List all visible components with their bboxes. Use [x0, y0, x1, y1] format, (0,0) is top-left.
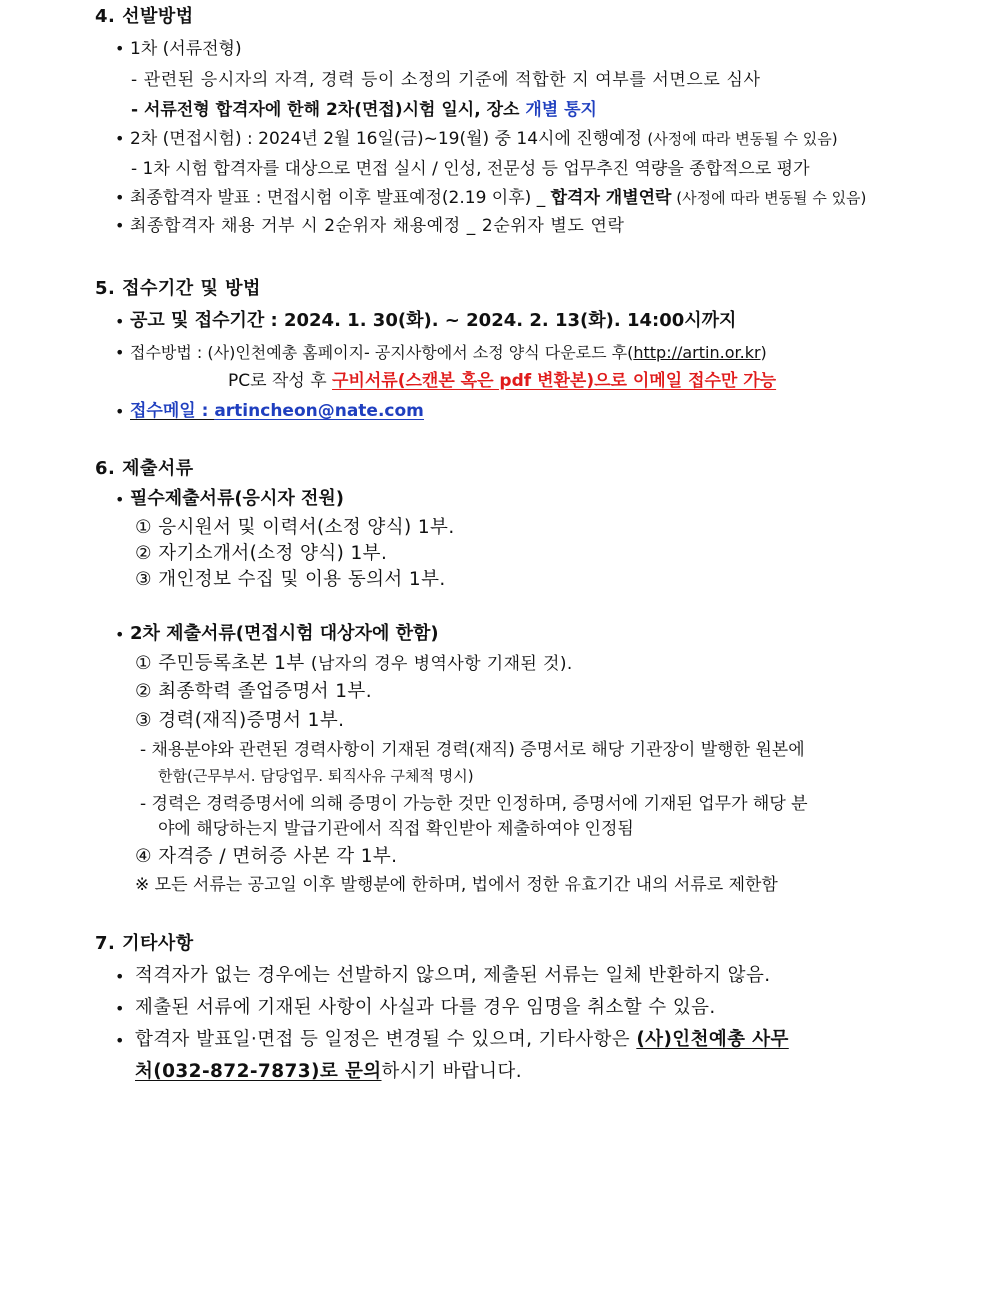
- career-note-2-cont: 야에 해당하는지 발급기관에서 직접 확인받아 제출하여야 인정됨: [158, 819, 634, 839]
- second-doc-1: [135, 653, 573, 675]
- misc-item-2: 제출된 서류에 기재된 사항이 사실과 다를 경우 임명을 취소할 수 있음.: [135, 997, 716, 1018]
- bullet-icon: •: [115, 312, 125, 331]
- second-doc-3: ③ 경력(재직)증명서 1부.: [135, 710, 345, 731]
- required-docs-title: 필수제출서류(응시자 전원): [130, 488, 344, 509]
- final-individual-contact: 합격자 개별연락: [550, 188, 672, 208]
- application-method-2-text: PC로 작성 후: [228, 371, 333, 391]
- final-announcement-text: 최종합격자 발표 : 면접시험 이후 발표예정(2.19 이후) _: [130, 188, 551, 208]
- refusal-policy: 최종합격자 채용 거부 시 2순위자 채용예정 _ 2순위자 별도 연락: [130, 216, 625, 236]
- final-announcement: [130, 187, 866, 209]
- application-method-close: ): [760, 343, 767, 362]
- email-only-notice: 구비서류(스캔본 혹은 pdf 변환본)으로 이메일 접수만 가능: [332, 371, 777, 391]
- application-method-2: [228, 370, 776, 392]
- bullet-icon: •: [115, 343, 125, 362]
- misc-item-1: 적격자가 없는 경우에는 선발하지 않으며, 제출된 서류는 일체 반환하지 않음.: [135, 965, 771, 986]
- round1-label: 1차 (서류전형): [130, 39, 242, 59]
- bullet-icon: •: [115, 402, 125, 421]
- final-note: (사정에 따라 변동될 수 있음): [671, 189, 867, 207]
- bullet-icon: •: [115, 490, 125, 509]
- section-4-heading: 4. 선발방법: [95, 6, 194, 27]
- email-label: 접수메일 :: [130, 401, 215, 421]
- section-5-heading: 5. 접수기간 및 방법: [95, 278, 261, 299]
- homepage-link[interactable]: http://artin.or.kr: [633, 343, 761, 362]
- second-doc-1-text: ① 주민등록초본 1부: [135, 653, 311, 674]
- bullet-icon: •: [115, 129, 125, 148]
- round1-detail-2-text: - 서류전형 합격자에 한해 2차(면접)시험 일시, 장소: [131, 100, 526, 120]
- bullet-icon: •: [115, 188, 125, 207]
- round2-detail-1: - 1차 시험 합격자를 대상으로 면접 실시 / 인성, 전문성 등 업무추진 역량을 종합적으로 평가: [131, 159, 810, 179]
- second-docs-title: 2차 제출서류(면접시험 대상자에 한함): [130, 623, 439, 644]
- documents-footnote: ※ 모든 서류는 공고일 이후 발행분에 한하며, 법에서 정한 유효기간 내의 서류로 제한함: [135, 875, 778, 895]
- bullet-icon: •: [115, 39, 125, 58]
- misc-item-3-text: 합격자 발표일·면접 등 일정은 변경될 수 있으며, 기타사항은: [135, 1029, 637, 1050]
- application-period: 공고 및 접수기간 : 2024. 1. 30(화). ~ 2024. 2. 13(화). 14:00시까지: [130, 310, 737, 331]
- career-note-1: - 채용분야와 관련된 경력사항이 기재된 경력(재직) 증명서로 해당 기관장이 발행한 원본에: [140, 740, 805, 760]
- individual-notice: 개별 통지: [525, 100, 597, 120]
- section-7-heading: 7. 기타사항: [95, 933, 194, 954]
- round1-detail-1: - 관련된 응시자의 자격, 경력 등이 소정의 기준에 적합한 지 여부를 서면으로 심사: [131, 70, 761, 90]
- office-contact: (사)인천예총 사무: [636, 1029, 789, 1050]
- office-phone-contact: 처(032-872-7873)로 문의: [135, 1061, 382, 1082]
- bullet-icon: •: [115, 967, 125, 986]
- round1-detail-2: [131, 99, 597, 121]
- misc-item-3-end: 하시기 바랍니다.: [381, 1061, 522, 1082]
- second-doc-1-note: (남자의 경우 병역사항 기재된 것).: [310, 654, 573, 674]
- career-note-2: - 경력은 경력증명서에 의해 증명이 가능한 것만 인정하며, 증명서에 기재된 업무가 해당 분: [140, 794, 808, 814]
- misc-item-3: [135, 1029, 789, 1051]
- round2-schedule: 2차 (면접시험) : 2024년 2월 16일(금)~19(월) 중 14시에 진행예정: [130, 129, 648, 149]
- application-method: [130, 342, 767, 364]
- round2-note: (사정에 따라 변동될 수 있음): [647, 130, 838, 148]
- round2-label: [130, 128, 838, 150]
- application-method-text: 접수방법 : (사)인천예총 홈페이지- 공지사항에서 소정 양식 다운로드 후(: [130, 343, 634, 362]
- second-doc-4: ④ 자격증 / 면허증 사본 각 1부.: [135, 846, 398, 867]
- section-6-heading: 6. 제출서류: [95, 458, 194, 479]
- career-note-1-cont: 한함(근무부서. 담당업무. 퇴직사유 구체적 명시): [158, 767, 474, 785]
- required-doc-2: ② 자기소개서(소정 양식) 1부.: [135, 543, 388, 564]
- bullet-icon: •: [115, 216, 125, 235]
- second-doc-2: ② 최종학력 졸업증명서 1부.: [135, 681, 372, 702]
- required-doc-3: ③ 개인정보 수집 및 이용 동의서 1부.: [135, 569, 446, 590]
- bullet-icon: •: [115, 999, 125, 1018]
- email-address-link[interactable]: artincheon@nate.com: [214, 401, 424, 421]
- application-email: [130, 400, 424, 422]
- required-doc-1: ① 응시원서 및 이력서(소정 양식) 1부.: [135, 517, 455, 538]
- bullet-icon: •: [115, 1031, 125, 1050]
- misc-item-3-cont: [135, 1061, 522, 1083]
- bullet-icon: •: [115, 625, 125, 644]
